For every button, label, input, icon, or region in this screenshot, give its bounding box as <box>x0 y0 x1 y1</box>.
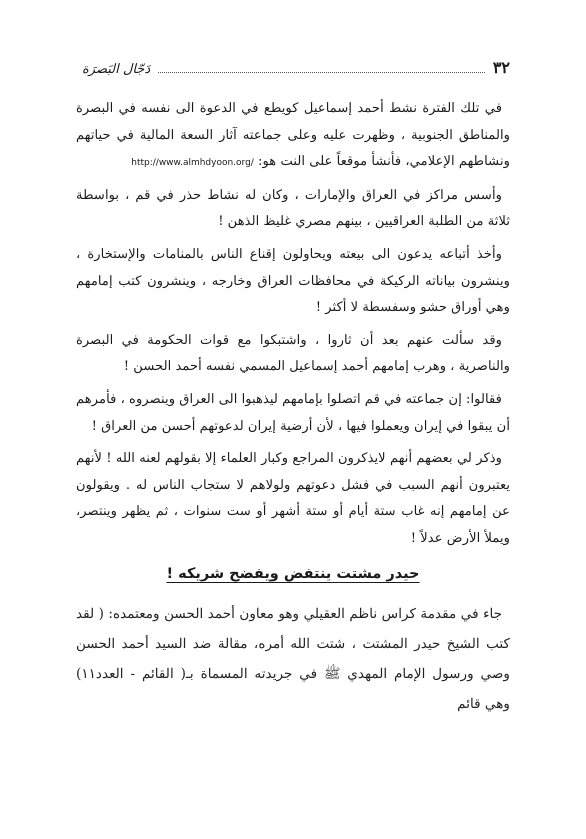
paragraph-6: وذكر لي بعضهم أنهم لايذكرون المراجع وكبار العلماء إلا بقولهم لعنه الله ! لأنهم يعتبرون أنهم السبب في فشل دعوتهم ولولاهم لا ستجاب الناس له . ويقولون عن إمامهم إنه غاب ستة أيام أو ستة أشهر أو ست سنوات ، ثم يظهر وينتصر، ويملأ الأرض عدلاً ! <box>76 451 510 546</box>
paragraph-7: جاء في مقدمة كراس ناظم العقيلي وهو معاون أحمد الحسن ومعتمده: ( لقد كتب الشيخ حيدر المشتت ، شتت الله أمره، مقالة ضد السيد أحمد الحسن وصي ورسول الإمام المهدي ﷺ في جريدته المسماة بـ( القائم - العدد١١) وهي قائم <box>76 605 510 712</box>
paragraph-4: وقد سألت عنهم بعد أن ثاروا ، واشتبكوا مع قوات الحكومة في البصرة والناصرية ، وهرب إمامهم أحمد إسماعيل المسمي نفسه أحمد الحسن ! <box>76 332 510 375</box>
website-url: http://www.almhdyoon.org/ <box>131 158 254 169</box>
page-body <box>76 96 510 719</box>
page-number: ٣٢ <box>492 58 510 77</box>
paragraph-3: وأخذ أتباعه يدعون الى بيعته ويحاولون إقناع الناس بالمنامات والإستخارة ، وينشرون بياناته الركيكة في محافظات العراق وخارجه ، وينشرون كتب إمامهم وهي أوراق حشو وسفسطة لا أكثر ! <box>76 246 510 316</box>
section-heading: حيدر مشتت ينتفض ويفضح شريكه ! <box>166 565 420 582</box>
paragraph-5: فقالوا: إن جماعته في قم اتصلوا بإمامهم ليذهبوا الى العراق وينصروه ، فأمرهم أن يبقوا في إيران ويعملوا فيها ، لأن أرضية إيران لدعوتهم أحسن من العراق ! <box>76 391 510 434</box>
header-divider <box>158 72 485 73</box>
paragraph-1 <box>76 96 510 177</box>
page-header <box>82 52 510 76</box>
paragraph-2: وأسس مراكز في العراق والإمارات ، وكان له نشاط حذر في قم ، بواسطة ثلاثة من الطلبة العراقيين ، بينهم مصري غليظ الذهن ! <box>76 187 510 230</box>
paragraph-1-text: في تلك الفترة نشط أحمد إسماعيل كويطع في الدعوة الى نفسه في البصرة والمناطق الجنوبية ، وظهرت عليه وعلى جماعته آثار السعة المالية في حياتهم ونشاطهم الإعلامي، فأنشأ موقعاً على النت هو: <box>76 101 510 170</box>
running-title: دَجّال البَصرَة <box>82 62 151 77</box>
